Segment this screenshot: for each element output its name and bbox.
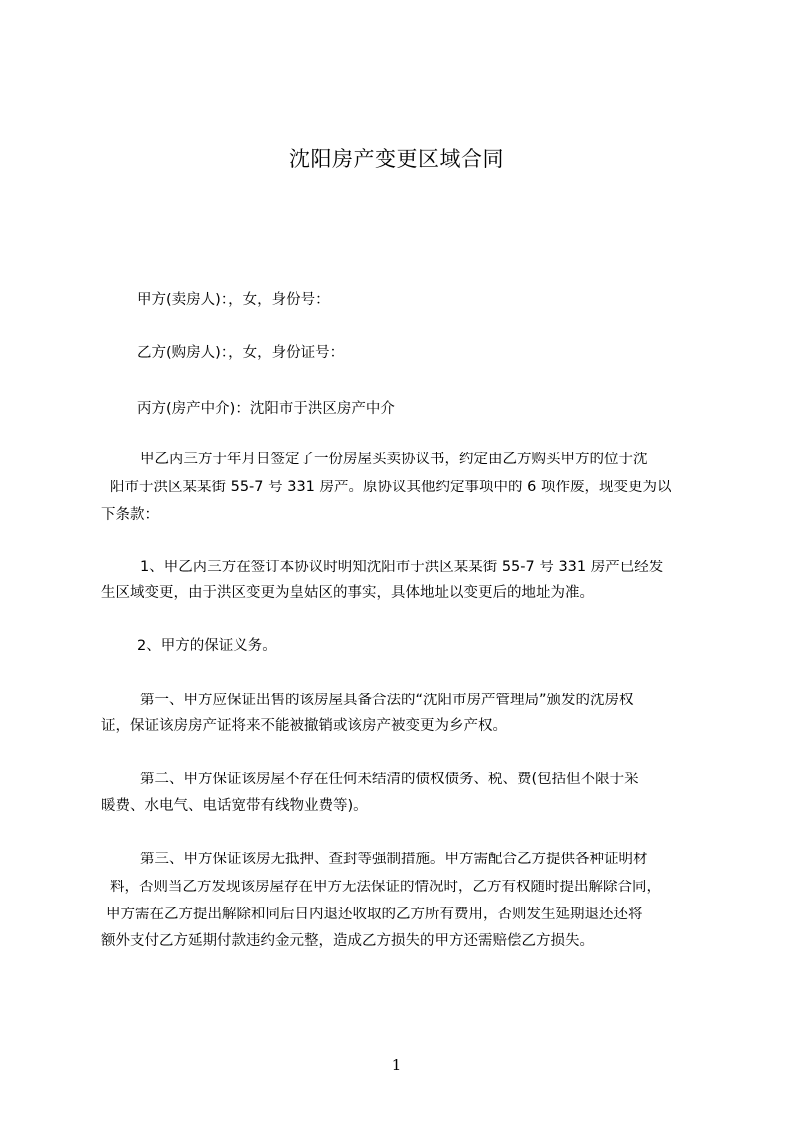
clause-1-line-1: 1、甲乙丙三方在签订本协议时明知沈阳市于洪区某某街 55-7 号 331 房产已经发 xyxy=(140,560,664,575)
party-agent: 丙方(房产中介)：沈阳市于洪区房产中介 xyxy=(137,401,395,417)
clause-2-heading: 2、甲方的保证义务。 xyxy=(137,638,277,654)
item-2-line-2: 暖费、水电气、电话宽带有线物业费等)。 xyxy=(101,798,368,814)
item-1-line-2: 证，保证该房房产证将来不能被撤销或该房产被变更为乡产权。 xyxy=(101,718,507,734)
item-3-line-4: 额外支付乙方延期付款违约金元整，造成乙方损失的甲方还需赔偿乙方损失。 xyxy=(101,933,594,949)
item-3-line-2: 料，否则当乙方发现该房屋存在甲方无法保证的情况时，乙方有权随时提出解除合同， xyxy=(110,880,661,895)
intro-line-1: 甲乙丙三方于年月日签定了一份房屋买卖协议书，约定由乙方购买甲方的位于沈 xyxy=(140,452,648,467)
clause-1-line-2: 生区域变更，由于洪区变更为皇姑区的事实，具体地址以变更后的地址为准。 xyxy=(101,585,594,601)
party-buyer: 乙方(购房人)：，女，身份证号： xyxy=(137,345,345,361)
item-1-line-1: 第一、甲方应保证出售的该房屋具备合法的“沈阳市房产管理局”颁发的沈房权 xyxy=(140,693,634,708)
item-3-line-1: 第三、甲方保证该房无抵押、查封等强制措施。甲方需配合乙方提供各种证明材 xyxy=(140,852,648,867)
document-title: 沈阳房产变更区域合同 xyxy=(289,147,504,171)
item-2-line-1: 第二、甲方保证该房屋不存在任何未结清的债权债务、税、费(包括但不限于采 xyxy=(140,772,639,787)
party-seller: 甲方(卖房人)：，女，身份号： xyxy=(137,292,330,308)
item-3-line-3: 甲方需在乙方提出解除和同后日内退还收取的乙方所有费用，否则发生延期退还还将 xyxy=(106,907,643,922)
intro-line-2: 阳市于洪区某某街 55-7 号 331 房产。原协议其他约定事项中的 6 项作废，现变更为以 xyxy=(110,480,672,495)
intro-line-3: 下条款： xyxy=(101,507,159,523)
page-number: 1 xyxy=(391,1056,402,1074)
